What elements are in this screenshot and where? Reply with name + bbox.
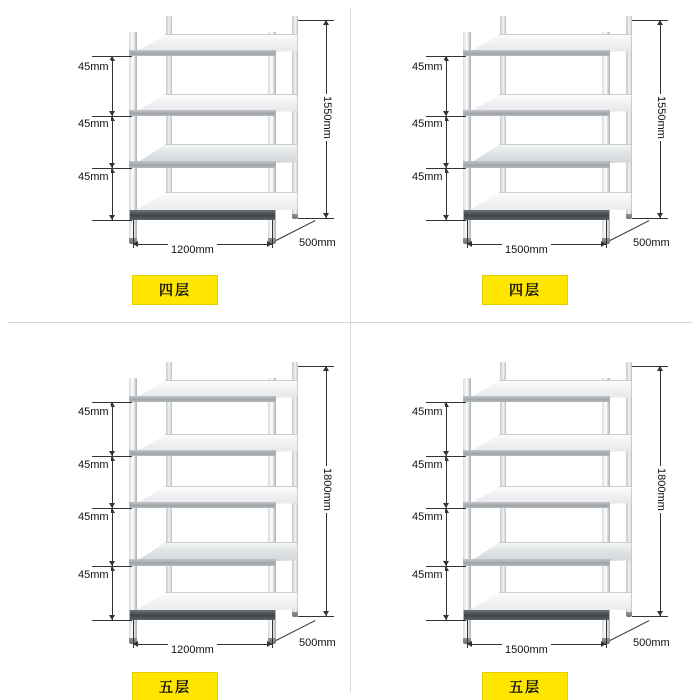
dim-gap-3: 45mm (412, 171, 443, 183)
shelf-board-2 (463, 94, 632, 116)
dim-arrow (446, 456, 447, 508)
panel-5-tier-1200 (0, 350, 350, 700)
dim-gap-1: 45mm (78, 406, 109, 418)
dim-gap-1: 45mm (78, 61, 109, 73)
dim-gap-2: 45mm (78, 118, 109, 130)
dim-arrow (446, 168, 447, 220)
dim-tick (426, 220, 466, 221)
dim-arrow (446, 116, 447, 168)
dim-tick (92, 620, 132, 621)
dim-width: 1500mm (502, 643, 551, 657)
dim-arrow (112, 402, 113, 456)
dim-depth: 500mm (296, 236, 339, 250)
dim-tick (606, 620, 607, 648)
dim-width: 1200mm (168, 643, 217, 657)
dim-tick (606, 220, 607, 248)
dim-arrow (112, 56, 113, 116)
dim-gap-2: 45mm (412, 118, 443, 130)
panel-caption-badge: 四层 (132, 275, 218, 305)
dim-arrow (112, 116, 113, 168)
panel-caption-badge: 五层 (482, 672, 568, 700)
dim-tick (92, 220, 132, 221)
dim-arrow (112, 508, 113, 566)
shelf-board-2 (129, 434, 298, 456)
shelf-illustration-5-tier-1200 (0, 350, 350, 700)
shelf-board-4 (463, 542, 632, 566)
dim-arrow (446, 402, 447, 456)
shelf-board-3 (129, 486, 298, 508)
panel-5-tier-1500 (350, 350, 700, 700)
dim-tick (298, 616, 334, 617)
dim-depth: 500mm (630, 636, 673, 650)
dim-tick (272, 620, 273, 648)
dim-tick (272, 220, 273, 248)
shelf-board-1 (463, 34, 632, 56)
dim-tick (632, 616, 668, 617)
shelf-board-3 (129, 144, 298, 168)
shelf-board-1 (129, 380, 298, 402)
shelf-illustration-5-tier-1500 (350, 350, 700, 700)
dim-tick (632, 218, 668, 219)
shelf-board-1 (129, 34, 298, 56)
dim-arrow (446, 56, 447, 116)
dim-height: 1800mm (321, 468, 333, 511)
shelf-board-4 (129, 192, 298, 220)
dim-tick (298, 218, 334, 219)
dim-gap-4: 45mm (78, 569, 109, 581)
panel-caption-badge: 五层 (132, 672, 218, 700)
dim-arrow (446, 508, 447, 566)
panel-4-tier-1200 (0, 0, 350, 350)
dim-arrow (112, 168, 113, 220)
shelf-board-5 (129, 592, 298, 620)
dim-gap-4: 45mm (412, 569, 443, 581)
shelf-board-3 (463, 486, 632, 508)
dim-width: 1200mm (168, 243, 217, 257)
shelf-board-4 (129, 542, 298, 566)
dim-gap-1: 45mm (412, 61, 443, 73)
dim-gap-3: 45mm (78, 511, 109, 523)
dim-gap-1: 45mm (412, 406, 443, 418)
dim-gap-2: 45mm (78, 459, 109, 471)
dim-depth: 500mm (630, 236, 673, 250)
shelf-board-2 (129, 94, 298, 116)
dim-tick (426, 620, 466, 621)
dim-depth: 500mm (296, 636, 339, 650)
shelf-board-2 (463, 434, 632, 456)
panel-caption-badge: 四层 (482, 275, 568, 305)
dim-arrow (112, 566, 113, 620)
dim-height: 1800mm (655, 468, 667, 511)
dim-height: 1550mm (321, 96, 333, 139)
shelf-board-1 (463, 380, 632, 402)
panel-4-tier-1500 (350, 0, 700, 350)
dim-arrow (446, 566, 447, 620)
shelf-board-4 (463, 192, 632, 220)
dim-gap-3: 45mm (78, 171, 109, 183)
shelf-board-3 (463, 144, 632, 168)
dim-gap-3: 45mm (412, 511, 443, 523)
shelf-board-5 (463, 592, 632, 620)
dim-arrow (112, 456, 113, 508)
dim-height: 1550mm (655, 96, 667, 139)
dim-gap-2: 45mm (412, 459, 443, 471)
dim-width: 1500mm (502, 243, 551, 257)
